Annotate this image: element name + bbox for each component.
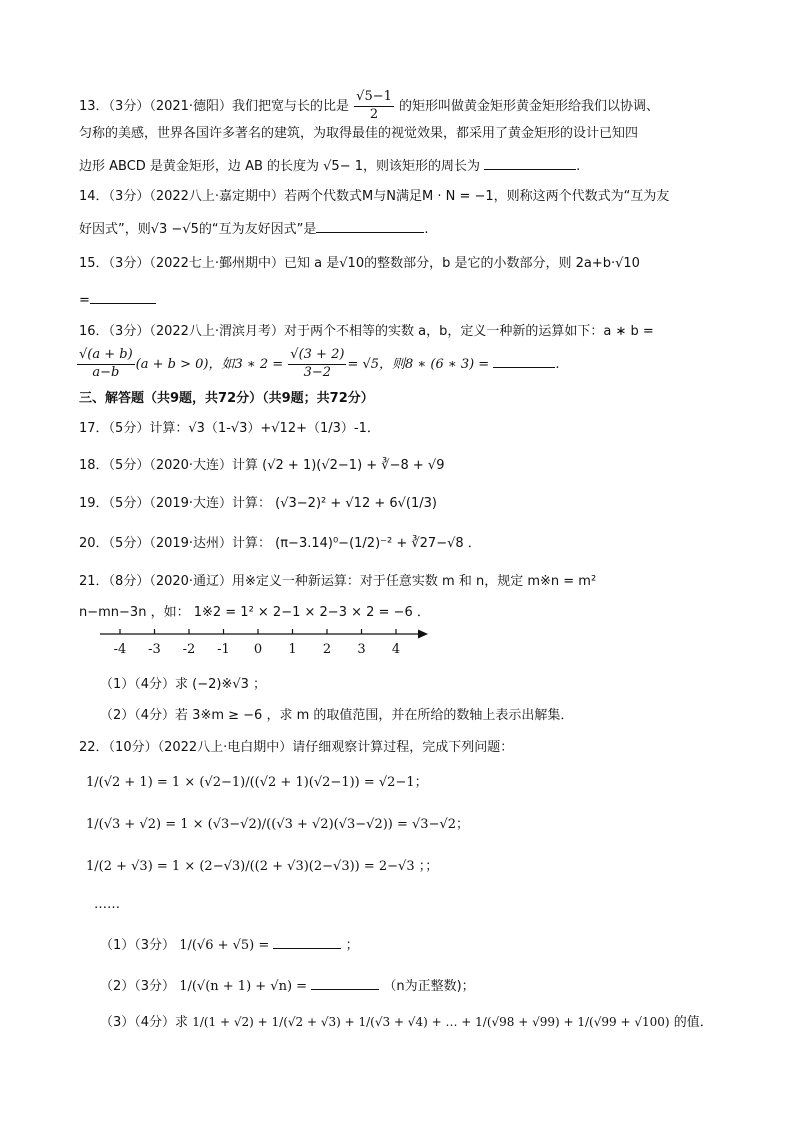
q13-line1: 13．（3分）（2021·德阳）我们把宽与长的比是 $\frac{√5-1}{2}$ 的矩形叫做黄金矩形黄金矩形给我们以协调、 xyxy=(79,89,660,122)
q22-part3: （3）（4分）求 1/(1 + √2) + 1/(√2 + √3) + 1/(√3 + √4) + … + 1/(√98 + √99) + 1/(√99 + √100) 的值． xyxy=(100,1015,713,1030)
q14-line1: 14．（3分）（2022八上·嘉定期中）若两个代数式M与N满足M · N = −1，则称这两个代数式为“互为友 xyxy=(79,189,670,204)
q21-part2: （2）（4分）若 3※m ≥ −6 ，求 m 的取值范围，并在所给的数轴上表示出解集． xyxy=(100,708,574,723)
q22-heading: 22．（10分）（2022八上·电白期中）请仔细观察计算过程，完成下列问题： xyxy=(79,740,514,755)
q21-line1: 21．（8分）（2020·通辽）用※定义一种新运算：对于任意实数 m 和 n，规定 m※n = m² xyxy=(79,574,597,589)
section-title-solutions: 三、解答题（共9题，共72分）（共9题；共72分） xyxy=(79,391,374,406)
number-line[interactable] xyxy=(100,624,430,660)
q13-golden-ratio-fraction: $\frac{√5-1}{2}$ xyxy=(356,89,392,122)
q15-answer-blank[interactable] xyxy=(90,292,156,304)
q19-line: 19．（5分）（2019·大连）计算： (√3−2)² + √12 + 6√(1/3) xyxy=(79,496,437,511)
q22-ellipsis: …… xyxy=(94,897,120,912)
q13-line2: 匀称的美感，世界各国许多著名的建筑，为取得最佳的视觉效果，都采用了黄金矩形的设计已知四 xyxy=(79,126,639,141)
q22-equation-1: 1/(√2 + 1) = 1 × (√2−1)/((√2 + 1)(√2−1)) = √2−1； xyxy=(86,775,428,790)
number-line-label: 3 xyxy=(357,642,366,657)
q22-equation-3: 1/(2 + √3) = 1 × (2−√3)/((2 + √3)(2−√3)) = 2−√3 ；； xyxy=(86,859,439,874)
q21-line2: n−mn−3n ，如： 1※2 = 1² × 2−1 × 2−3 × 2 = −6 ． xyxy=(79,605,430,620)
q15-line1: 15．（3分）（2022七上·鄞州期中）已知 a 是√10的整数部分，b 是它的小数部分，则 2a+b·√10 xyxy=(79,256,640,271)
number-line-label: -3 xyxy=(148,642,161,657)
q18-line: 18．（5分）（2020·大连）计算 (√2 + 1)(√2−1) + ∛−8 + √9 xyxy=(79,458,445,473)
q21-part1: （1）（4分）求 (−2)※√3 ； xyxy=(100,677,267,692)
number-line-label: -2 xyxy=(182,642,196,657)
q16-line2: $\frac{√(a + b)}{a-b}$ (a + b > 0)，如3 ∗ 2 = $\frac{√(3 + 2)}{3-2}$ = √5，则8 ∗ (6 ∗ 3) = . xyxy=(79,347,560,380)
q16-example-fraction: $\frac{√(3 + 2)}{3-2}$ xyxy=(290,347,345,380)
number-line-label: 0 xyxy=(253,642,263,657)
q20-line: 20．（5分）（2019·达州）计算： (π−3.14)⁰−(1/2)⁻² + ∛27−√8 ． xyxy=(79,536,481,551)
number-line-label: -1 xyxy=(217,642,230,657)
q15-line2: = xyxy=(79,292,156,307)
q17-line: 17．（5分）计算：√3（1-√3）+√12+（1/3）-1． xyxy=(79,421,380,436)
q16-definition-fraction: $\frac{√(a + b)}{a-b}$ xyxy=(79,347,133,380)
q13-answer-blank[interactable] xyxy=(484,158,576,170)
number-line-label: -4 xyxy=(113,642,127,657)
number-line-label: 1 xyxy=(288,642,297,657)
q22-part2-answer-blank[interactable] xyxy=(311,978,379,990)
q22-part1-answer-blank[interactable] xyxy=(273,937,341,949)
number-line-arrow-icon xyxy=(418,630,428,639)
number-line-ticks xyxy=(114,629,400,657)
q16-line1: 16．（3分）（2022八上·渭滨月考）对于两个不相等的实数 a，b，定义一种新的运算如下：a ∗ b = xyxy=(79,324,654,339)
q22-part2: （2）（3分） 1/(√(n + 1) + √n) = （n为正整数)； xyxy=(100,979,475,994)
q14-answer-blank[interactable] xyxy=(316,221,424,233)
q22-part1: （1）（3分） 1/(√6 + √5) = ； xyxy=(100,938,359,953)
number-line-label: 2 xyxy=(322,642,332,657)
q13-line3: 边形 ABCD 是黄金矩形，边 AB 的长度为 √5− 1，则该矩形的周长为 . xyxy=(79,159,581,174)
q22-equation-2: 1/(√3 + √2) = 1 × (√3−√2)/((√3 + √2)(√3−√2)) = √3−√2； xyxy=(86,817,470,832)
q14-line2: 好因式”，则√3 −√5的“互为友好因式”是 . xyxy=(79,222,429,237)
number-line-label: 4 xyxy=(391,642,401,657)
q16-answer-blank[interactable] xyxy=(493,356,555,368)
